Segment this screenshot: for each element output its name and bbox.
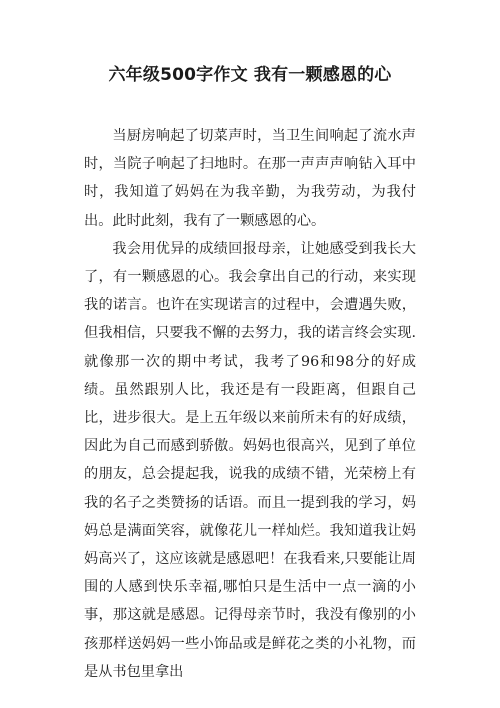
document-title: 六年级500字作文 我有一颗感恩的心 bbox=[108, 65, 392, 85]
paragraph: 我会用优异的成绩回报母亲，让她感受到我长大了，有一颗感恩的心。我会拿出自己的行动，来实现我的诺言。也许在实现诺言的过程中，会遭遇失败，但我相信，只要我不懈的去努力，我的诺言终会实现.就像那一次的期中考试，我考了96和98分的好成绩。虽然跟别人比，我还是有一段距离，但跟自己比，进步很大。是上五年级以来前所未有的好成绩，因此为自己而感到骄傲。妈妈也很高兴，见到了单位的朋友，总会提起我，说我的成绩不错，光荣榜上有我的名子之类赞扬的话语。而且一提到我的学习，妈妈总是满面笑容，就像花儿一样灿烂。我知道我让妈妈高兴了，这应该就是感恩吧！在我看来,只要能让周围的人感到快乐幸福,哪怕只是生活中一点一滴的小事，那这就是感恩。记得母亲节时，我没有像别的小孩那样送妈妈一些小饰品或是鲜花之类的小礼物，而是从书包里拿出 bbox=[84, 240, 416, 680]
paragraph: 当厨房响起了切菜声时，当卫生间响起了流水声时，当院子响起了扫地时。在那一声声声响钻入耳中时，我知道了妈妈在为我辛勤，为我劳动，为我付出。此时此刻，我有了一颗感恩的心。 bbox=[84, 128, 416, 229]
document-body bbox=[84, 122, 416, 686]
